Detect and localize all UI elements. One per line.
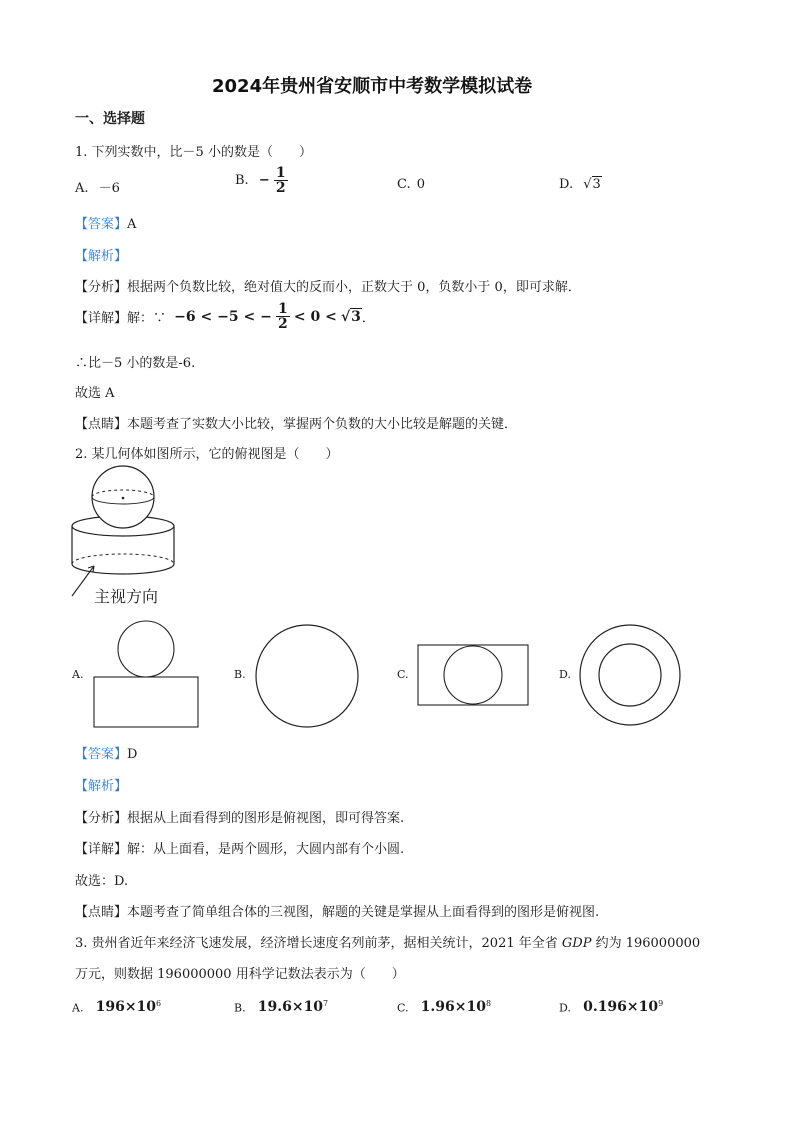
q2-option-a-figure[interactable] <box>90 620 202 730</box>
option-exponent: 7 <box>323 999 329 1008</box>
detail-prefix: 解：∵ <box>127 311 167 326</box>
q2-option-c-label: C. <box>397 668 409 681</box>
option-label: D. <box>559 1001 571 1015</box>
figure-caption: 主视方向 <box>94 587 159 606</box>
q3-option-a[interactable] <box>72 999 161 1015</box>
question-3-stem-line-1 <box>75 932 700 951</box>
detail-tag: 【详解】 <box>75 311 128 326</box>
analysis-text: 根据从上面看得到的图形是俯视图，即可得答案. <box>127 811 405 826</box>
detail-end: ． <box>361 311 375 326</box>
fraction-numerator: 1 <box>277 301 288 317</box>
question-2-stem: 2. 某几何体如图所示，它的俯视图是（ ） <box>75 447 339 462</box>
radicand: 3 <box>351 308 361 325</box>
q2-answer <box>75 743 137 762</box>
square-root: √3 <box>583 177 601 192</box>
fraction <box>274 166 288 195</box>
fraction-denominator: 2 <box>277 316 288 332</box>
q3-option-b[interactable] <box>234 999 328 1015</box>
q1-comment <box>75 413 517 432</box>
q2-analysis <box>75 807 404 826</box>
q1-answer <box>75 213 136 232</box>
minus-sign: − <box>258 173 270 188</box>
section-heading: 一、选择题 <box>75 111 145 127</box>
q2-detail <box>75 838 404 857</box>
q2-option-c-figure[interactable] <box>416 643 530 707</box>
inequality-left: −6 < −5 < − <box>174 308 272 325</box>
q2-choose: 故选：D. <box>75 874 129 889</box>
question-1-stem: 1. 下列实数中，比－5 小的数是（ ） <box>75 145 312 160</box>
radicand: 3 <box>592 177 601 192</box>
q1-option-c <box>397 177 425 192</box>
q1-choose: 故选 A <box>75 386 115 401</box>
analysis-tag: 【分析】 <box>75 280 128 295</box>
option-mantissa: 0.196×10 <box>583 999 659 1016</box>
q2-option-b-figure[interactable] <box>253 622 361 730</box>
option-label: D. <box>559 177 574 192</box>
question-3-stem-line-2: 万元，则数据 196000000 用科学记数法表示为（ ） <box>75 967 405 982</box>
q2-option-d-figure[interactable] <box>577 622 683 728</box>
q2-option-b-label: B. <box>234 668 246 681</box>
option-label: A. <box>75 181 89 196</box>
option-exponent: 9 <box>658 999 664 1008</box>
stem-text: 3. 贵州省近年来经济飞速发展，经济增长速度名列前茅，据相关统计，2021 年全省 <box>75 936 562 951</box>
option-mantissa: 1.96×10 <box>420 999 486 1016</box>
option-text: －6 <box>98 181 120 196</box>
option-label: C. <box>397 1001 409 1015</box>
fraction <box>276 302 290 331</box>
option-label: C. <box>397 177 411 192</box>
q1-analysis <box>75 276 581 295</box>
option-label: B. <box>235 173 249 188</box>
q2-option-d-label: D. <box>559 668 571 681</box>
comment-text: 本题考查了实数大小比较，掌握两个负数的大小比较是解题的关键． <box>127 417 518 432</box>
q1-detail <box>75 302 375 331</box>
detail-text: 解：从上面看，是两个圆形，大圆内部有个小圆. <box>127 842 405 857</box>
analysis-text: 根据两个负数比较，绝对值大的反而小，正数大于 0，负数小于 0，即可求解． <box>127 280 581 295</box>
option-text: 0 <box>416 177 426 192</box>
q2-option-a-label: A. <box>72 668 84 681</box>
detail-tag: 【详解】 <box>75 842 128 857</box>
q1-analysis-heading: 【解析】 <box>75 249 128 264</box>
q2-analysis-heading: 【解析】 <box>75 779 128 794</box>
stem-text: 约为 196000000 <box>591 936 701 951</box>
q1-option-d <box>559 177 602 192</box>
option-label: A. <box>72 1001 84 1015</box>
comment-tag: 【点睛】 <box>75 417 128 432</box>
option-exponent: 8 <box>485 999 492 1008</box>
option-mantissa: 19.6×10 <box>257 999 324 1016</box>
option-exponent: 6 <box>156 999 162 1008</box>
inequality-right: < 0 < <box>293 308 337 325</box>
answer-tag: 【答案】 <box>75 217 128 232</box>
q1-option-a <box>75 177 120 196</box>
answer-tag: 【答案】 <box>75 747 128 762</box>
comment-tag: 【点睛】 <box>75 905 128 920</box>
page-title: 2024年贵州省安顺市中考数学模拟试卷 <box>212 76 533 97</box>
square-root: √3 <box>340 308 361 325</box>
comment-text: 本题考查了简单组合体的三视图，解题的关键是掌握从上面看得到的图形是俯视图. <box>127 905 600 920</box>
option-mantissa: 196×10 <box>95 999 157 1016</box>
gdp-term: GDP <box>561 936 592 951</box>
fraction-denominator: 2 <box>275 180 286 196</box>
answer-value: A <box>127 217 137 232</box>
fraction-numerator: 1 <box>275 165 286 181</box>
answer-value: D <box>127 747 138 762</box>
q1-option-b <box>235 166 288 195</box>
option-label: B. <box>234 1001 246 1015</box>
q1-conclusion: ∴比－5 小的数是-6. <box>75 356 196 371</box>
q3-option-c[interactable] <box>397 999 491 1015</box>
q2-comment <box>75 901 599 920</box>
analysis-tag: 【分析】 <box>75 811 128 826</box>
q3-option-d[interactable] <box>559 999 663 1015</box>
